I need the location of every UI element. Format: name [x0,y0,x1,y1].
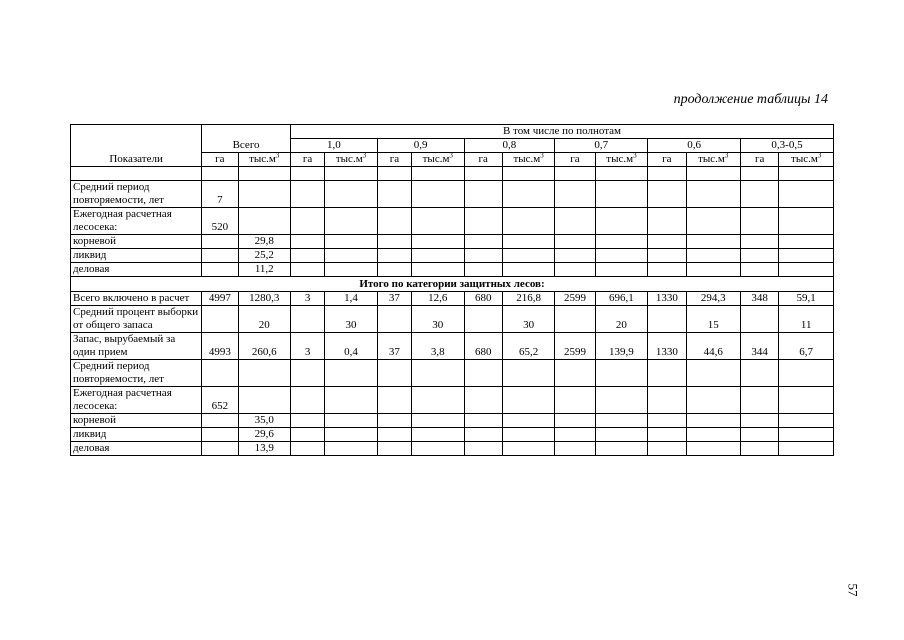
unit-volume-text: тыс.м [513,153,541,165]
table-cell [325,387,377,414]
table-cell [555,360,595,387]
row-label: ликвид [71,249,202,263]
table-cell [555,263,595,277]
unit-volume-superscript: 3 [817,152,822,160]
unit-volume-text: тыс.м [791,153,818,165]
table-cell: 3,8 [412,333,464,360]
table-row [71,387,834,414]
table-cell: 20 [595,306,647,333]
table-cell [779,387,834,414]
empty-cell [377,167,411,181]
table-cell [502,208,554,235]
table-cell [202,360,238,387]
table-cell [377,442,411,456]
unit-volume-superscript: 3 [724,152,729,160]
empty-cell [502,167,554,181]
table-cell: 30 [412,306,464,333]
table-cell: 44,6 [686,333,740,360]
table-cell [325,442,377,456]
header-unit-volume [325,153,377,167]
table-cell [412,249,464,263]
table-cell [464,428,502,442]
table-cell [238,387,290,414]
row-label: Всего включено в расчет [71,292,202,306]
table-cell: 12,6 [412,292,464,306]
table-cell [377,360,411,387]
table-cell [238,360,290,387]
table-cell [740,428,778,442]
table-cell [686,414,740,428]
table-cell: 3 [290,292,324,306]
table-cell: 7 [202,181,238,208]
table-cell [686,235,740,249]
table-cell: 37 [377,333,411,360]
table-row [71,360,834,387]
table-row [71,442,834,456]
table-cell: 260,6 [238,333,290,360]
table-cell: 1280,3 [238,292,290,306]
table-cell: 2599 [555,333,595,360]
row-label: Запас, вырубаемый за один прием [71,333,202,360]
table-cell [412,428,464,442]
table-cell [464,442,502,456]
table-cell [502,442,554,456]
table-cell [555,306,595,333]
section-title: Итого по категории защитных лесов: [71,277,834,292]
table-row [71,333,834,360]
empty-cell [202,167,238,181]
table-cell [202,306,238,333]
table-cell [464,181,502,208]
header-density: 0,6 [648,139,741,153]
table-cell: 139,9 [595,333,647,360]
table-cell [377,249,411,263]
table-cell: 29,6 [238,428,290,442]
table-cell [740,249,778,263]
table-row [71,277,834,292]
row-label: Ежегодная расчетная лесосека: [71,208,202,235]
table-cell: 680 [464,333,502,360]
table-cell [595,235,647,249]
table-cell [412,414,464,428]
table-cell [377,235,411,249]
table-cell [779,263,834,277]
table-cell: 65,2 [502,333,554,360]
table-cell [595,208,647,235]
header-unit-volume [412,153,464,167]
table-cell [290,414,324,428]
table-cell [290,263,324,277]
row-label: Средний процент выборки от общего запаса [71,306,202,333]
empty-cell [412,167,464,181]
table-cell [502,387,554,414]
table-cell [648,208,686,235]
table-cell [377,208,411,235]
table-cell: 0,4 [325,333,377,360]
table-cell [202,428,238,442]
empty-cell [648,167,686,181]
table-cell [502,263,554,277]
table-cell [648,442,686,456]
table-row [71,249,834,263]
table-cell [377,414,411,428]
table-cell [740,360,778,387]
table-cell [555,235,595,249]
table-cell: 2599 [555,292,595,306]
table-cell [464,249,502,263]
table-cell [595,442,647,456]
empty-cell [595,167,647,181]
table-cell [290,428,324,442]
unit-volume-superscript: 3 [540,152,544,160]
header-unit-volume [595,153,647,167]
header-unit-volume [686,153,740,167]
unit-volume-superscript: 3 [633,152,637,160]
table-cell [686,263,740,277]
unit-volume-superscript: 3 [449,152,453,160]
table-cell [464,387,502,414]
table-cell [740,442,778,456]
table-cell [325,235,377,249]
header-unit-ha: га [290,153,324,167]
table-cell: 294,3 [686,292,740,306]
table-row [71,181,834,208]
table-cell [202,235,238,249]
header-unit-ha: га [648,153,686,167]
table-cell: 344 [740,333,778,360]
table-cell [325,249,377,263]
table-cell [555,442,595,456]
table-row [71,306,834,333]
unit-volume-text: тыс.м [335,153,363,165]
table-cell [290,442,324,456]
table-cell [377,181,411,208]
table-cell [290,235,324,249]
empty-cell [740,167,778,181]
table-cell [779,428,834,442]
table-cell [325,181,377,208]
table-cell: 4993 [202,333,238,360]
table-cell [325,263,377,277]
table-row [71,235,834,249]
table-row [71,292,834,306]
table-cell [464,263,502,277]
table-cell [595,360,647,387]
table-cell [238,208,290,235]
empty-cell [464,167,502,181]
table-cell [555,387,595,414]
table-cell [290,360,324,387]
table-cell [595,249,647,263]
table-cell [238,181,290,208]
unit-volume-text: тыс.м [422,153,450,165]
table-cell [502,235,554,249]
header-unit-volume [502,153,554,167]
row-label: Средний период повторяемости, лет [71,360,202,387]
table-cell [502,181,554,208]
table-cell [412,181,464,208]
table-cell: 11 [779,306,834,333]
table-cell [502,249,554,263]
table-cell [412,208,464,235]
table-cell [412,442,464,456]
table-cell [464,235,502,249]
table-cell [648,428,686,442]
table-cell [648,249,686,263]
table-cell: 30 [325,306,377,333]
table-cell [502,428,554,442]
table-cell [648,306,686,333]
table-cell [464,306,502,333]
table-cell [290,181,324,208]
empty-cell [71,167,202,181]
table-cell [648,360,686,387]
table-cell [377,306,411,333]
table-cell: 520 [202,208,238,235]
table-cell: 216,8 [502,292,554,306]
table-row [71,263,834,277]
table-cell [325,360,377,387]
header-unit-ha: га [740,153,778,167]
table-cell: 6,7 [779,333,834,360]
unit-volume-text: тыс.м [698,153,725,165]
table-cell [377,428,411,442]
header-density: 0,9 [377,139,464,153]
table-cell [740,208,778,235]
table-cell [325,414,377,428]
table-cell [464,414,502,428]
table-cell [686,387,740,414]
table-cell [686,428,740,442]
table-cell: 4997 [202,292,238,306]
table-cell [555,249,595,263]
table-cell [648,235,686,249]
row-label: ликвид [71,428,202,442]
table-cell [740,387,778,414]
page-number: 57 [845,583,861,597]
unit-volume-text: тыс.м [606,153,634,165]
empty-cell [779,167,834,181]
row-label: корневой [71,235,202,249]
table-cell: 59,1 [779,292,834,306]
table-cell: 35,0 [238,414,290,428]
table-cell [555,181,595,208]
empty-cell [290,167,324,181]
table-cell [595,414,647,428]
table-cell [202,442,238,456]
table-cell [740,306,778,333]
table-cell [779,249,834,263]
table-cell [202,263,238,277]
table-cell [595,263,647,277]
table-cell: 30 [502,306,554,333]
table-cell [202,414,238,428]
table-cell [595,387,647,414]
table-row [71,428,834,442]
table-cell [555,208,595,235]
table-cell [595,428,647,442]
table-row [71,414,834,428]
table-cell: 25,2 [238,249,290,263]
table-row [71,208,834,235]
table-cell [686,181,740,208]
table-cell [290,249,324,263]
header-density: 1,0 [290,139,377,153]
table-cell: 3 [290,333,324,360]
table-cell: 29,8 [238,235,290,249]
header-density: 0,7 [555,139,648,153]
table-cell: 37 [377,292,411,306]
table-cell [412,387,464,414]
header-density: 0,3-0,5 [740,139,833,153]
header-density: 0,8 [464,139,555,153]
table-cell: 652 [202,387,238,414]
table-cell: 15 [686,306,740,333]
table-cell [555,414,595,428]
table-cell [595,181,647,208]
table-cell [555,428,595,442]
header-unit-ha: га [377,153,411,167]
table-cell: 1330 [648,333,686,360]
header-unit-ha: га [464,153,502,167]
table-cell [464,208,502,235]
table-row [71,167,834,181]
table-cell [464,360,502,387]
row-label: деловая [71,442,202,456]
table-cell [779,414,834,428]
table-cell [648,414,686,428]
table-cell [290,208,324,235]
table-cell [502,414,554,428]
table-cell [686,442,740,456]
table-cell [779,181,834,208]
table-cell [686,208,740,235]
table-cell [779,360,834,387]
row-label: корневой [71,414,202,428]
header-indicators: Показатели [71,125,202,167]
table-cell [290,387,324,414]
table-cell: 680 [464,292,502,306]
header-unit-ha: га [202,153,238,167]
table-cell [648,181,686,208]
row-label: деловая [71,263,202,277]
table-cell [412,263,464,277]
table-cell [412,360,464,387]
table-cell [325,428,377,442]
table-cell [202,249,238,263]
table-cell [648,387,686,414]
table-cell [779,235,834,249]
table-cell [740,181,778,208]
unit-volume-superscript: 3 [362,152,367,160]
table-cell [290,306,324,333]
row-label: Ежегодная расчетная лесосека: [71,387,202,414]
table-cell [377,263,411,277]
unit-volume-superscript: 3 [275,152,280,160]
table-cell [325,208,377,235]
row-label: Средний период повторяемости, лет [71,181,202,208]
table-cell [779,208,834,235]
table-cell [740,263,778,277]
table-cell: 11,2 [238,263,290,277]
table-cell: 1,4 [325,292,377,306]
empty-cell [238,167,290,181]
table-cell [740,414,778,428]
table-cell [740,235,778,249]
header-unit-volume [238,153,290,167]
table-continuation-caption: продолжение таблицы 14 [673,92,828,107]
table-cell: 13,9 [238,442,290,456]
table-cell [502,360,554,387]
table-cell: 20 [238,306,290,333]
forest-stats-table [70,124,834,456]
table-cell [779,442,834,456]
table-cell [648,263,686,277]
empty-cell [686,167,740,181]
header-including: В том числе по полнотам [290,125,833,139]
table-cell [412,235,464,249]
empty-cell [325,167,377,181]
table-cell [377,387,411,414]
table-cell: 696,1 [595,292,647,306]
unit-volume-text: тыс.м [249,153,276,165]
header-unit-ha: га [555,153,595,167]
header-total: Всего [202,125,291,153]
header-unit-volume [779,153,834,167]
table-cell: 1330 [648,292,686,306]
table-cell [686,360,740,387]
empty-cell [555,167,595,181]
table-cell [686,249,740,263]
table-cell: 348 [740,292,778,306]
